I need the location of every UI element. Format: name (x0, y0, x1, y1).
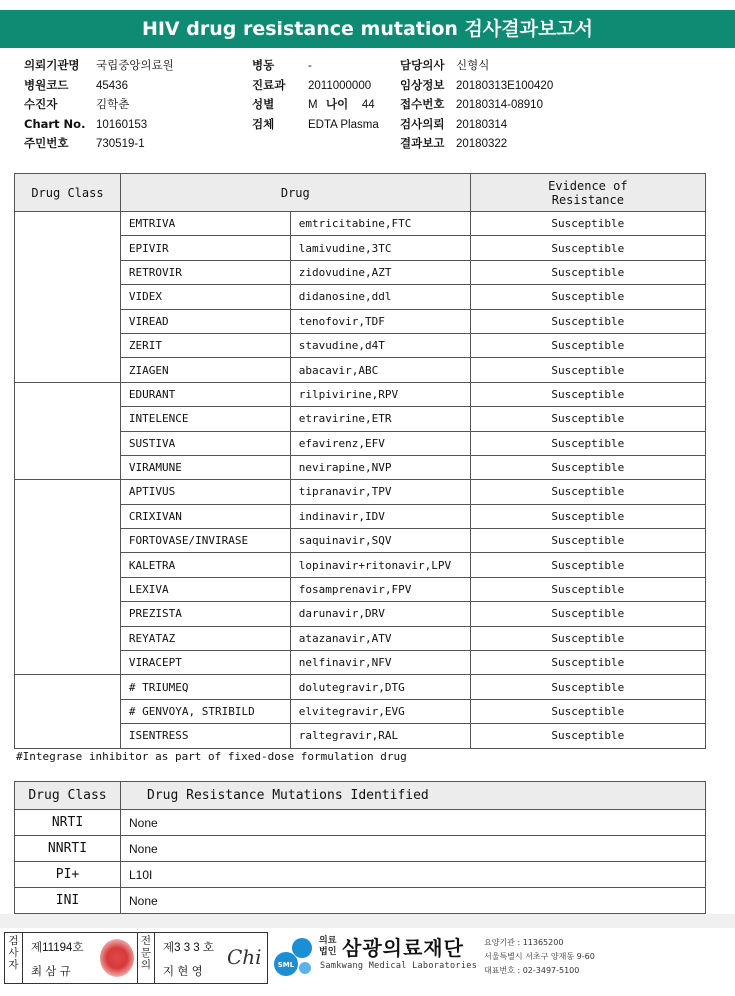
drug-generic-cell: zidovudine,AZT (290, 260, 470, 284)
info-row (252, 76, 371, 96)
info-row (400, 56, 489, 76)
info-value: M (308, 99, 318, 111)
resistance-result-cell: Susceptible (470, 602, 705, 626)
info-value: 20180314 (456, 118, 508, 131)
info-label: 검사의뢰 (400, 116, 445, 131)
resistance-result-cell: Susceptible (470, 553, 705, 577)
mutation-row (15, 836, 706, 862)
info-value: 20180314-08910 (456, 99, 543, 111)
info-row (252, 56, 312, 76)
mutation-table-header (15, 782, 706, 810)
info-label: 주민번호 (24, 136, 69, 150)
handwritten-signature: Chi (227, 945, 262, 969)
mutation-row (15, 888, 706, 914)
specialist-license: 제3 3 3 호 (163, 942, 214, 954)
drug-brand-cell: VIREAD (120, 309, 290, 333)
drug-brand-cell: CRIXIVAN (120, 504, 290, 528)
drug-brand-cell: RETROVIR (120, 260, 290, 284)
resistance-result-cell: Susceptible (470, 699, 705, 723)
drug-brand-cell: VIRACEPT (120, 651, 290, 675)
mutation-class-cell: NRTI (15, 810, 121, 836)
info-value: 신형식 (456, 60, 490, 72)
drug-generic-cell: efavirenz,EFV (290, 431, 470, 455)
drug-row (15, 212, 706, 236)
footer-separator (0, 914, 735, 928)
signature-box (4, 932, 268, 984)
mutation-row (15, 862, 706, 888)
foundation-name-en: Samkwang Medical Laboratories (320, 961, 478, 971)
header-evidence-line1: Evidence of (548, 178, 628, 193)
drug-generic-cell: darunavir,DRV (290, 602, 470, 626)
resistance-result-cell: Susceptible (470, 724, 705, 748)
info-row (400, 95, 543, 115)
resistance-result-cell: Susceptible (470, 455, 705, 479)
resistance-result-cell: Susceptible (470, 236, 705, 260)
info-value: - (308, 60, 312, 72)
drug-brand-cell: REYATAZ (120, 626, 290, 650)
drug-generic-cell: nevirapine,NVP (290, 455, 470, 479)
foundation-name: 삼광의료재단 (342, 936, 464, 960)
info-value: 20180322 (456, 138, 508, 150)
drug-brand-cell: EPIVIR (120, 236, 290, 260)
drug-brand-cell: SUSTIVA (120, 431, 290, 455)
drug-generic-cell: dolutegravir,DTG (290, 675, 470, 699)
mutation-table-body (15, 810, 706, 914)
resistance-result-cell: Susceptible (470, 212, 705, 236)
tester-label: 검 사 자 (5, 933, 23, 983)
drug-brand-cell: PREZISTA (120, 602, 290, 626)
drug-table-body (15, 212, 706, 749)
drug-generic-cell: didanosine,ddl (290, 285, 470, 309)
resistance-result-cell: Susceptible (470, 407, 705, 431)
drug-brand-cell: ISENTRESS (120, 724, 290, 748)
resistance-result-cell: Susceptible (470, 382, 705, 406)
info-label: Chart No. (24, 116, 86, 131)
drug-class-cell (15, 212, 121, 383)
info-row (252, 115, 379, 135)
info-row (400, 115, 507, 135)
resistance-result-cell: Susceptible (470, 504, 705, 528)
resistance-result-cell: Susceptible (470, 260, 705, 284)
resistance-result-cell: Susceptible (470, 626, 705, 650)
drug-brand-cell: FORTOVASE/INVIRASE (120, 529, 290, 553)
drug-generic-cell: fosamprenavir,FPV (290, 577, 470, 601)
mutation-class-cell: NNRTI (15, 836, 121, 862)
info-row (24, 56, 174, 76)
drug-row (15, 675, 706, 699)
tester-license: 제11194호 (31, 942, 84, 954)
tester-name: 최 삼 규 (31, 966, 71, 978)
info-value: 730519-1 (96, 138, 145, 150)
drug-class-cell (15, 480, 121, 675)
foundation-address: 서울특별시 서초구 양재동 9-60 (484, 952, 595, 961)
header-drug: Drug (120, 174, 470, 212)
drug-generic-cell: nelfinavir,NFV (290, 651, 470, 675)
drug-brand-cell: VIDEX (120, 285, 290, 309)
info-label: 성별 (252, 97, 275, 111)
drug-generic-cell: rilpivirine,RPV (290, 382, 470, 406)
foundation-contact (484, 936, 595, 978)
header-mut-drug-class: Drug Class (15, 782, 121, 810)
info-row (24, 115, 147, 135)
info-row (252, 95, 318, 115)
mutation-value-cell: None (121, 810, 706, 836)
info-label: 접수번호 (400, 97, 445, 111)
drug-brand-cell: ZIAGEN (120, 358, 290, 382)
drug-brand-cell: # TRIUMEQ (120, 675, 290, 699)
header-mutations: Drug Resistance Mutations Identified (121, 782, 706, 810)
mutation-value-cell: None (121, 888, 706, 914)
mutation-table (14, 781, 706, 914)
drug-generic-cell: abacavir,ABC (290, 358, 470, 382)
drug-brand-cell: APTIVUS (120, 480, 290, 504)
info-value: 45436 (96, 79, 128, 92)
drug-generic-cell: raltegravir,RAL (290, 724, 470, 748)
header-drug-class: Drug Class (15, 174, 121, 212)
age-value: 44 (361, 99, 375, 111)
patient-info (24, 56, 724, 151)
drug-brand-cell: ZERIT (120, 333, 290, 357)
drug-generic-cell: indinavir,IDV (290, 504, 470, 528)
drug-generic-cell: tipranavir,TPV (290, 480, 470, 504)
header-evidence-line2: Resistance (551, 192, 624, 207)
foundation-logo (272, 932, 732, 984)
resistance-result-cell: Susceptible (470, 309, 705, 333)
info-row (24, 134, 145, 154)
resistance-result-cell: Susceptible (470, 675, 705, 699)
drug-table-header (15, 174, 706, 212)
institution-code: 요양기관 : 11365200 (484, 938, 564, 947)
age-label: 나이 (326, 97, 349, 111)
info-value: 국립중앙의료원 (96, 60, 174, 72)
foundation-emblem-icon (272, 934, 318, 978)
resistance-result-cell: Susceptible (470, 285, 705, 309)
mutation-value-cell: None (121, 836, 706, 862)
drug-brand-cell: VIRAMUNE (120, 455, 290, 479)
mutation-value-cell: L10I (121, 862, 706, 888)
info-value: 2011000000 (308, 79, 372, 92)
info-label: 검체 (252, 116, 275, 131)
resistance-result-cell: Susceptible (470, 577, 705, 601)
drug-generic-cell: stavudine,d4T (290, 333, 470, 357)
drug-row (15, 382, 706, 406)
info-value: 10160153 (96, 118, 148, 131)
specialist-name: 지 현 영 (163, 966, 203, 978)
report-title: HIV drug resistance mutation 검사결과보고서 (0, 10, 735, 48)
drug-generic-cell: atazanavir,ATV (290, 626, 470, 650)
info-label: 진료과 (252, 77, 286, 92)
info-value: EDTA Plasma (308, 118, 379, 131)
info-row (24, 95, 129, 115)
info-value: 20180313E100420 (456, 79, 554, 92)
drug-generic-cell: tenofovir,TDF (290, 309, 470, 333)
mutation-class-cell: PI+ (15, 862, 121, 888)
info-label: 병원코드 (24, 77, 69, 92)
resistance-result-cell: Susceptible (470, 333, 705, 357)
drug-susceptibility-table (14, 173, 706, 749)
drug-generic-cell: etravirine,ETR (290, 407, 470, 431)
drug-class-cell (15, 675, 121, 748)
drug-row (15, 480, 706, 504)
emblem-text: SML (277, 961, 295, 969)
info-row (400, 134, 507, 154)
info-label: 담당의사 (400, 58, 445, 72)
drug-class-cell (15, 382, 121, 480)
drug-brand-cell: INTELENCE (120, 407, 290, 431)
info-row (400, 76, 553, 96)
age-field (326, 95, 375, 115)
drug-generic-cell: saquinavir,SQV (290, 529, 470, 553)
drug-generic-cell: lopinavir+ritonavir,LPV (290, 553, 470, 577)
drug-brand-cell: EMTRIVA (120, 212, 290, 236)
info-label: 임상정보 (400, 77, 445, 92)
drug-brand-cell: LEXIVA (120, 577, 290, 601)
info-label: 수진자 (24, 97, 58, 111)
integrase-footnote: #Integrase inhibitor as part of fixed-dose formulation drug (16, 750, 407, 763)
resistance-result-cell: Susceptible (470, 358, 705, 382)
header-evidence (470, 174, 705, 212)
specialist-label: 전 문 의 (137, 933, 155, 983)
resistance-result-cell: Susceptible (470, 480, 705, 504)
foundation-phone: 대표번호 : 02-3497-5100 (484, 966, 580, 975)
drug-brand-cell: EDURANT (120, 382, 290, 406)
drug-generic-cell: lamivudine,3TC (290, 236, 470, 260)
info-label: 결과보고 (400, 136, 445, 150)
info-label: 병동 (252, 58, 275, 72)
info-label: 의뢰기관명 (24, 58, 80, 72)
resistance-result-cell: Susceptible (470, 431, 705, 455)
resistance-result-cell: Susceptible (470, 529, 705, 553)
drug-brand-cell: # GENVOYA, STRIBILD (120, 699, 290, 723)
drug-generic-cell: emtricitabine,FTC (290, 212, 470, 236)
resistance-result-cell: Susceptible (470, 651, 705, 675)
mutation-class-cell: INI (15, 888, 121, 914)
info-value: 김학춘 (96, 99, 130, 111)
drug-generic-cell: elvitegravir,EVG (290, 699, 470, 723)
info-row (24, 76, 128, 96)
foundation-prefix: 의료 법인 (319, 936, 337, 957)
mutation-row (15, 810, 706, 836)
seal-stamp (100, 939, 134, 977)
drug-brand-cell: KALETRA (120, 553, 290, 577)
